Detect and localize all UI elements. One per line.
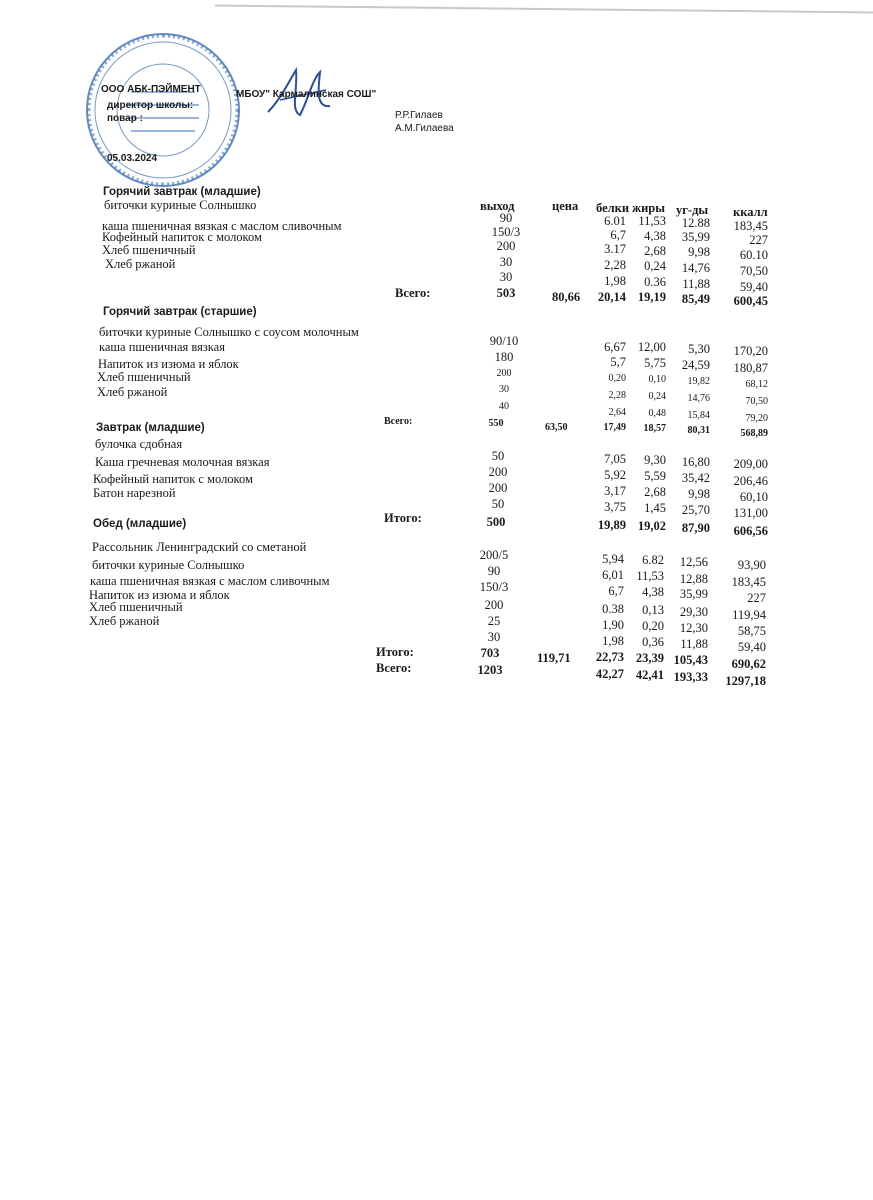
dish-name: биточки куриные Солнышко bbox=[104, 198, 257, 212]
total-output: 703 bbox=[480, 646, 500, 660]
dish-output: 30 bbox=[499, 255, 513, 269]
dish-proteins: 5,92 bbox=[604, 468, 626, 482]
dish-proteins: 7,05 bbox=[604, 452, 626, 466]
section-title: Завтрак (младшие) bbox=[96, 422, 205, 434]
dish-kcal: 209,00 bbox=[733, 457, 768, 471]
dish-name: Рассольник Ленинградский со сметаной bbox=[92, 540, 307, 554]
dish-carbs: 9,98 bbox=[688, 487, 710, 501]
dish-fats: 0,24 bbox=[648, 391, 666, 402]
total-proteins: 20,14 bbox=[597, 290, 626, 304]
dish-name: Кофейный напиток с молоком bbox=[93, 472, 253, 486]
total-price: 119,71 bbox=[537, 651, 571, 665]
dish-fats: 5,75 bbox=[644, 356, 666, 370]
dish-output: 150/3 bbox=[491, 225, 521, 239]
dish-carbs: 9,98 bbox=[688, 245, 710, 259]
dish-name: Батон нарезной bbox=[93, 486, 176, 500]
dish-proteins: 0,20 bbox=[608, 373, 626, 384]
dish-carbs: 29,30 bbox=[679, 605, 708, 619]
dish-kcal: 79,20 bbox=[745, 413, 768, 424]
dish-output: 30 bbox=[487, 630, 501, 644]
dish-carbs: 19,82 bbox=[687, 376, 710, 387]
dish-kcal: 93,90 bbox=[737, 558, 766, 572]
total-fats: 19,02 bbox=[637, 519, 666, 533]
director-name: Р.Р.Гилаев bbox=[395, 110, 443, 121]
dish-fats: 0,13 bbox=[642, 603, 664, 617]
dish-output: 90 bbox=[487, 564, 501, 578]
dish-carbs: 11,88 bbox=[682, 277, 710, 291]
dish-name: Хлеб пшеничный bbox=[89, 600, 183, 614]
dish-carbs: 16,80 bbox=[681, 455, 710, 469]
dish-output: 90 bbox=[499, 211, 513, 225]
grand-total-output: 1203 bbox=[477, 663, 503, 677]
total-carbs: 105,43 bbox=[673, 653, 708, 667]
dish-proteins: 3.17 bbox=[604, 242, 626, 256]
director-label: директор школы: bbox=[107, 100, 194, 111]
dish-name: каша пшеничная вязкая с маслом сливочным bbox=[90, 574, 330, 588]
section-title: Горячий завтрак (младшие) bbox=[103, 186, 261, 198]
dish-fats: 11,53 bbox=[638, 214, 666, 228]
dish-output: 200 bbox=[488, 481, 508, 495]
dish-fats: 4,38 bbox=[644, 229, 666, 243]
dish-kcal: 206,46 bbox=[733, 474, 768, 488]
dish-fats: 5,59 bbox=[644, 469, 666, 483]
scan-edge-line bbox=[215, 5, 873, 14]
dish-name: Хлеб ржаной bbox=[105, 257, 176, 271]
dish-kcal: 59,40 bbox=[737, 640, 766, 654]
dish-output: 30 bbox=[499, 270, 513, 284]
column-carbs: уг-ды bbox=[676, 203, 709, 217]
dish-proteins: 2,28 bbox=[608, 390, 626, 401]
dish-output: 150/3 bbox=[479, 580, 509, 594]
dish-name: биточки куриные Солнышко с соусом молочным bbox=[99, 325, 359, 339]
dish-kcal: 180,87 bbox=[733, 361, 768, 375]
dish-carbs: 12,56 bbox=[679, 555, 708, 569]
dish-kcal: 58,75 bbox=[737, 624, 766, 638]
total-price: 63,50 bbox=[545, 422, 568, 433]
dish-fats: 4,38 bbox=[642, 585, 664, 599]
dish-output: 50 bbox=[491, 449, 505, 463]
dish-fats: 9,30 bbox=[644, 453, 666, 467]
dish-carbs: 35,99 bbox=[681, 230, 710, 244]
dish-fats: 0,24 bbox=[644, 259, 666, 273]
grand-total-carbs: 193,33 bbox=[673, 670, 708, 684]
total-kcal: 690,62 bbox=[731, 657, 766, 671]
dish-kcal: 170,20 bbox=[733, 344, 768, 358]
dish-kcal: 60,10 bbox=[739, 490, 768, 504]
dish-proteins: 2,64 bbox=[608, 407, 626, 418]
dish-output: 40 bbox=[499, 401, 509, 412]
dish-carbs: 24,59 bbox=[681, 358, 710, 372]
dish-proteins: 5,7 bbox=[610, 355, 626, 369]
dish-name: Хлеб ржаной bbox=[89, 614, 160, 628]
dish-output: 200 bbox=[488, 465, 508, 479]
dish-proteins: 2,28 bbox=[604, 258, 626, 272]
dish-fats: 0.36 bbox=[644, 275, 666, 289]
dish-kcal: 59,40 bbox=[739, 280, 768, 294]
section-title: Обед (младшие) bbox=[93, 518, 187, 530]
dish-name: булочка сдобная bbox=[95, 437, 183, 451]
total-carbs: 87,90 bbox=[681, 521, 710, 535]
total-label: Итого: bbox=[376, 645, 414, 659]
dish-name: Хлеб пшеничный bbox=[102, 243, 196, 257]
total-output: 550 bbox=[488, 418, 504, 429]
total-fats: 23,39 bbox=[635, 651, 664, 665]
grand-total-fats: 42,41 bbox=[635, 668, 664, 682]
dish-kcal: 119,94 bbox=[732, 608, 766, 622]
grand-total-proteins: 42,27 bbox=[595, 667, 624, 681]
dish-name: биточки куриные Солнышко bbox=[92, 558, 245, 572]
total-proteins: 17,49 bbox=[603, 422, 626, 433]
total-fats: 19,19 bbox=[637, 290, 666, 304]
dish-fats: 2,68 bbox=[644, 485, 666, 499]
total-proteins: 19,89 bbox=[597, 518, 626, 532]
total-carbs: 80,31 bbox=[687, 425, 710, 436]
total-label: Итого: bbox=[384, 511, 422, 525]
dish-name: Хлеб ржаной bbox=[97, 385, 168, 399]
dish-name: Напиток из изюма и яблок bbox=[98, 357, 239, 371]
dish-kcal: 227 bbox=[747, 591, 766, 605]
dish-proteins: 1,98 bbox=[604, 274, 626, 288]
dish-kcal: 227 bbox=[749, 233, 768, 247]
total-carbs: 85,49 bbox=[681, 292, 710, 306]
dish-name: каша пшеничная вязкая с маслом сливочным bbox=[102, 219, 342, 233]
dish-carbs: 5,30 bbox=[688, 342, 710, 356]
dish-output: 200 bbox=[496, 239, 516, 253]
dish-kcal: 70,50 bbox=[745, 396, 768, 407]
dish-proteins: 6,7 bbox=[608, 584, 624, 598]
section-title: Горячий завтрак (старшие) bbox=[103, 306, 257, 318]
dish-fats: 0,48 bbox=[648, 408, 666, 419]
total-output: 503 bbox=[496, 286, 516, 300]
dish-fats: 0,20 bbox=[642, 619, 664, 633]
school-name: МБОУ" Кармалинская СОШ" bbox=[236, 89, 377, 100]
dish-carbs: 12,30 bbox=[679, 621, 708, 635]
dish-proteins: 5,94 bbox=[602, 552, 624, 566]
menu-date: 05.03.2024 bbox=[107, 153, 158, 164]
dish-output: 30 bbox=[499, 384, 509, 395]
dish-fats: 12,00 bbox=[637, 340, 666, 354]
dish-carbs: 15,84 bbox=[687, 410, 710, 421]
dish-carbs: 12,88 bbox=[679, 572, 708, 586]
dish-carbs: 14,76 bbox=[687, 393, 710, 404]
dish-kcal: 60.10 bbox=[739, 248, 768, 262]
dish-kcal: 68,12 bbox=[745, 379, 768, 390]
company-name: ООО АБК-ПЭЙМЕНТ bbox=[101, 84, 201, 95]
total-label: Всего: bbox=[395, 286, 431, 300]
dish-name: Хлеб пшеничный bbox=[97, 370, 191, 384]
column-fats: жиры bbox=[632, 201, 665, 215]
dish-output: 25 bbox=[487, 614, 501, 628]
dish-name: Кофейный напиток с молоком bbox=[102, 230, 262, 244]
cook-name: А.М.Гилаева bbox=[395, 123, 454, 134]
dish-output: 200 bbox=[484, 598, 504, 612]
dish-proteins: 1,90 bbox=[602, 618, 624, 632]
dish-carbs: 12.88 bbox=[681, 216, 710, 230]
dish-kcal: 183,45 bbox=[733, 219, 768, 233]
dish-proteins: 6,67 bbox=[604, 340, 626, 354]
column-proteins: белки bbox=[596, 201, 630, 215]
dish-proteins: 6.01 bbox=[604, 214, 626, 228]
column-kcal: ккалл bbox=[733, 205, 768, 219]
dish-output: 180 bbox=[494, 350, 514, 364]
dish-output: 200 bbox=[496, 368, 512, 379]
dish-fats: 0,10 bbox=[648, 374, 666, 385]
dish-carbs: 14,76 bbox=[681, 261, 710, 275]
dish-carbs: 11,88 bbox=[680, 637, 708, 651]
dish-proteins: 3,75 bbox=[604, 500, 626, 514]
total-kcal: 600,45 bbox=[733, 294, 768, 308]
dish-proteins: 3,17 bbox=[604, 484, 626, 498]
column-output: выход bbox=[480, 199, 515, 213]
total-label: Всего: bbox=[384, 416, 413, 427]
grand-total-kcal: 1297,18 bbox=[725, 674, 766, 688]
dish-proteins: 6,7 bbox=[610, 228, 626, 242]
dish-name: Каша гречневая молочная вязкая bbox=[95, 455, 270, 469]
total-output: 500 bbox=[486, 515, 506, 529]
dish-kcal: 183,45 bbox=[731, 575, 766, 589]
total-proteins: 22,73 bbox=[595, 650, 624, 664]
total-fats: 18,57 bbox=[643, 423, 666, 434]
grand-total-label: Всего: bbox=[376, 661, 412, 675]
dish-fats: 0,36 bbox=[642, 635, 664, 649]
dish-output: 90/10 bbox=[489, 334, 519, 348]
total-price: 80,66 bbox=[552, 290, 581, 304]
dish-name: каша пшеничная вязкая bbox=[99, 340, 225, 354]
column-price: цена bbox=[552, 199, 579, 213]
dish-proteins: 6,01 bbox=[602, 568, 624, 582]
dish-fats: 1,45 bbox=[644, 501, 666, 515]
dish-fats: 2,68 bbox=[644, 244, 666, 258]
dish-kcal: 70,50 bbox=[739, 264, 768, 278]
cook-label: повар : bbox=[107, 113, 143, 124]
dish-fats: 6.82 bbox=[642, 553, 664, 567]
dish-output: 200/5 bbox=[479, 548, 509, 562]
dish-carbs: 35,42 bbox=[681, 471, 710, 485]
dish-carbs: 35,99 bbox=[679, 587, 708, 601]
total-kcal: 606,56 bbox=[733, 524, 768, 538]
dish-proteins: 1,98 bbox=[602, 634, 624, 648]
total-kcal: 568,89 bbox=[740, 428, 768, 439]
dish-proteins: 0.38 bbox=[602, 602, 624, 616]
dish-fats: 11,53 bbox=[636, 569, 664, 583]
dish-carbs: 25,70 bbox=[681, 503, 710, 517]
dish-output: 50 bbox=[491, 497, 505, 511]
dish-kcal: 131,00 bbox=[733, 506, 768, 520]
dish-name: Напиток из изюма и яблок bbox=[89, 588, 230, 602]
